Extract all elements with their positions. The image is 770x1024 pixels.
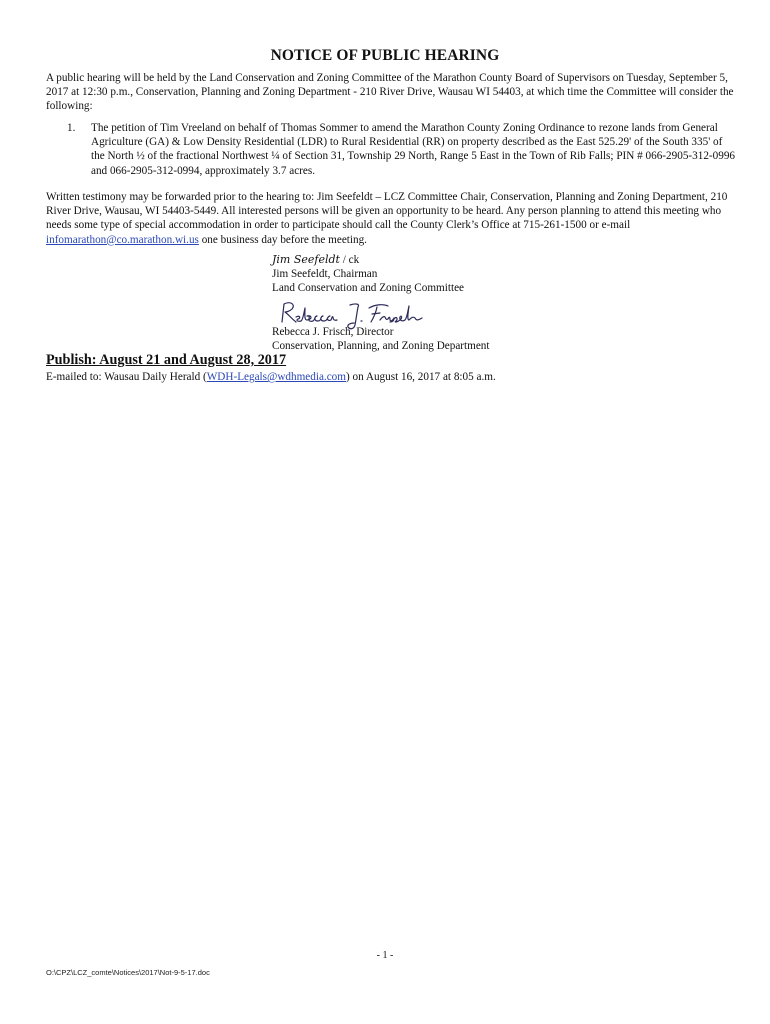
chair-initials: / ck [339,254,360,266]
emailed-prefix: E-mailed to: Wausau Daily Herald ( [46,371,207,383]
director-department: Conservation, Planning, and Zoning Department [272,340,490,353]
emailed-line [46,370,496,384]
emailed-suffix: ) on August 16, 2017 at 8:05 a.m. [345,371,496,383]
chair-name: Jim Seefeldt, Chairman [272,268,378,281]
chair-committee: Land Conservation and Zoning Committee [272,282,465,295]
chair-script-signature: Jim Seefeldt [272,253,340,266]
testimony-text: Written testimony may be forwarded prior to the hearing to: Jim Seefeldt – LCZ Committee Chair, Conservation, Planning and Zoning Department, 210 River Drive, Wausau, WI 54403-5449. All interested persons will be given an opportunity to be heard. Any person planning to attend this meeting who needs some type of special accommodation in order to participate should call the County Clerk’s Office at 715-261-1500 or e-mail [46,191,728,232]
notice-title: NOTICE OF PUBLIC HEARING [270,47,500,64]
testimony-paragraph [46,190,736,247]
item-number: 1. [67,122,76,134]
file-path-footer: O:\CPZ\LCZ_comte\Notices\2017\Not-9-5-17.doc [46,968,210,977]
herald-email-link[interactable]: WDH-Legals@wdhmedia.com [206,371,346,383]
testimony-after-link: one business day before the meeting. [198,233,367,246]
chair-signature-line [272,253,464,267]
clerk-email-link[interactable]: infomarathon@co.marathon.wi.us [46,233,199,246]
director-signature-block [272,325,490,353]
chair-signature-block [272,253,464,296]
intro-paragraph: A public hearing will be held by the Land Conservation and Zoning Committee of the Marathon County Board of Supervisors on Tuesday, September 5, 2017 at 12:30 p.m., Conservation, Planning and Zoning Department - 210 River Drive, Wausau WI 54403, at which time the Committee will consider the following: [46,72,734,113]
publish-dates: Publish: August 21 and August 28, 2017 [46,352,287,368]
item-text: The petition of Tim Vreeland on behalf of Thomas Sommer to amend the Marathon County Zoning Ordinance to rezone lands from General Agriculture (GA) & Low Density Residential (LDR) to Rural Residential (RR) on property described as the East 525.29' of the South 335' of the North ½ of the fractional Northwest ¼ of Section 31, Township 29 North, Range 5 East in the Town of Rib Falls; PIN # 066-2905-312-0996 and 066-2905-312-0994, approximately 3.7 acres. [91,122,736,177]
page-number: - 1 - [376,950,394,961]
director-name: Rebecca J. Frisch, Director [272,326,394,338]
